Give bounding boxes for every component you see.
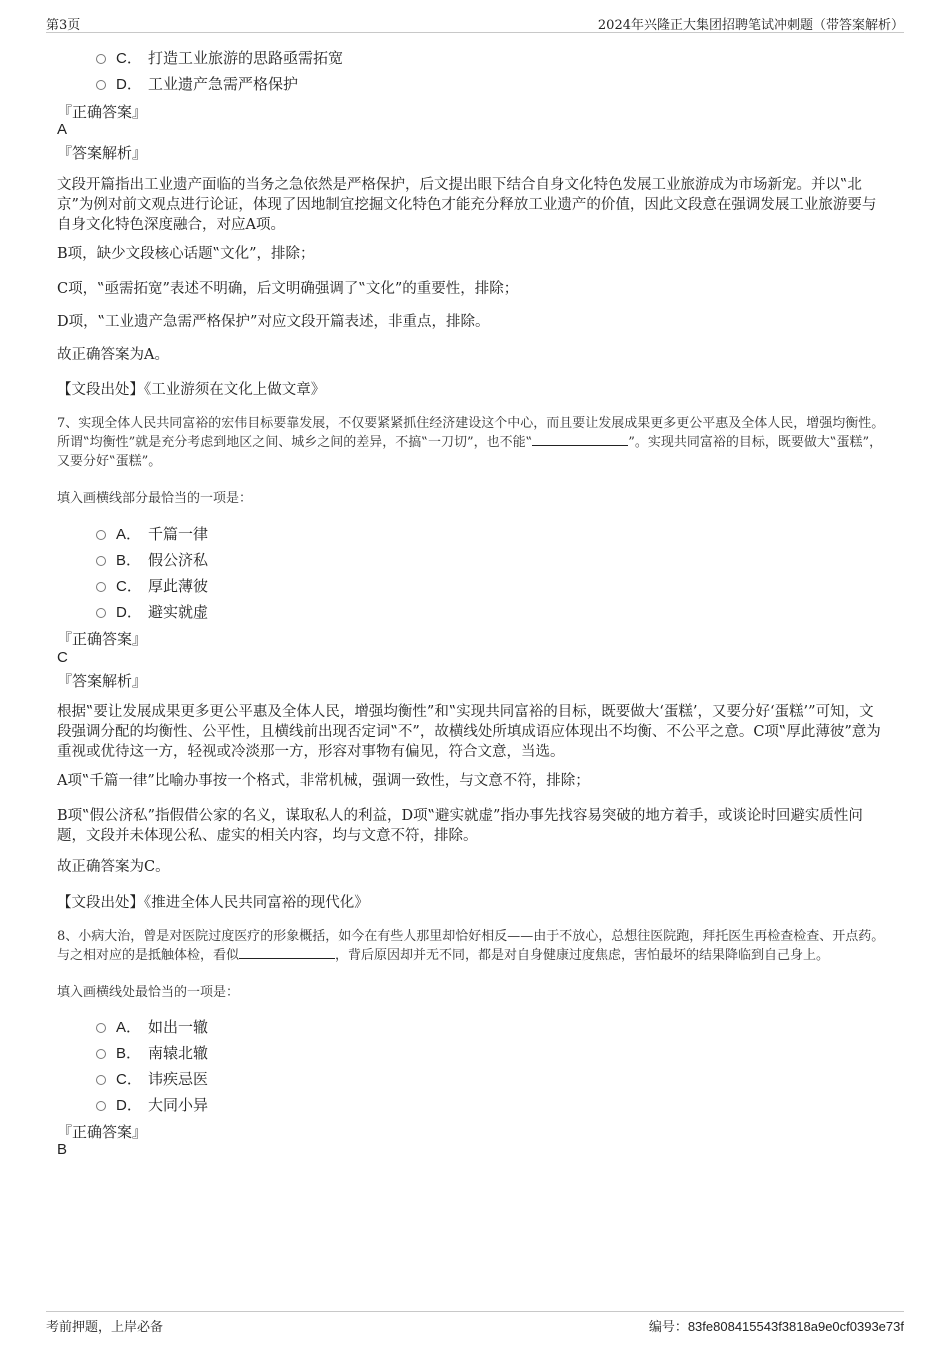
page-number: 第3页: [46, 18, 81, 33]
q6-analysis-label: 『答案解析』: [57, 144, 148, 162]
radio-icon[interactable]: [96, 1023, 106, 1033]
q8-stem: 8、小病大治，曾是对医院过度医疗的形象概括，如今在有些人那里却恰好相反——由于不放心，总想往医院跑，拜托医生再检查检查、开点药。与之相对应的是抵触体检，看似 ，背后原因却并无不同，都是对自身健康过度焦虑，害怕最坏的结果降临到自己身上。: [57, 929, 885, 963]
radio-icon[interactable]: [96, 1075, 106, 1085]
q8-option-c[interactable]: C． 讳疾忌医: [96, 1068, 208, 1090]
q7-answer-label: 『正确答案』: [57, 630, 148, 648]
q6-analysis-paragraph: 文段开篇指出工业遗产面临的当务之急依然是严格保护，后文提出眼下结合自身文化特色发展工业旅游成为市场新宠。并以‟北京”为例对前文观点进行论证，体现了因地制宜挖掘文化特色才能充分释放工业遗产的价值，因此文段意在强调发展工业旅游要与自身文化特色深度融合，对应A项。: [57, 177, 877, 233]
q6-analysis-paragraph: C项，‟亟需拓宽”表述不明确，后文明确强调了‟文化”的重要性，排除；: [57, 281, 519, 297]
q7-analysis-paragraph: A项‟千篇一律”比喻办事按一个格式，非常机械，强调一致性，与文意不符，排除；: [57, 773, 590, 789]
q7-option-c[interactable]: C． 厚此薄彼: [96, 575, 208, 597]
q7-option-d[interactable]: D． 避实就虚: [96, 601, 208, 623]
radio-icon[interactable]: [96, 582, 106, 592]
radio-icon[interactable]: [96, 54, 106, 64]
q6-analysis-paragraph: D项，‟工业遗产急需严格保护”对应文段开篇表述，非重点，排除。: [57, 314, 490, 330]
q7-stem: 7、实现全体人民共同富裕的宏伟目标要靠发展，不仅要紧紧抓住经济建设这个中心，而且要让发展成果更多更公平惠及全体人民，增强均衡性。所谓‟均衡性”就是充分考虑到地区之间、城乡之间的差异，不搞‟一刀切”，也不能‟ ”。实现共同富裕的目标，既要做大‟蛋糕”，又要分好‟蛋糕”。: [57, 416, 885, 469]
q6-answer: A: [57, 121, 68, 138]
q7-option-b[interactable]: B． 假公济私: [96, 549, 208, 571]
radio-icon[interactable]: [96, 1049, 106, 1059]
document-code: 编号：83fe808415543f3818a9e0cf0393e73f: [648, 1319, 904, 1335]
radio-icon[interactable]: [96, 530, 106, 540]
answer-blank: [239, 946, 335, 959]
q6-analysis-paragraph: B项，缺少文段核心话题‟文化”，排除；: [57, 246, 315, 262]
q8-prompt: 填入画横线处最恰当的一项是：: [57, 985, 240, 1000]
q7-option-a[interactable]: A． 千篇一律: [96, 523, 208, 545]
q7-analysis-paragraph: 根据‟要让发展成果更多更公平惠及全体人民，增强均衡性”和‟实现共同富裕的目标，既要做大‘蛋糕’，又要分好‘蛋糕’”可知，文段强调分配的均衡性、公平性，且横线前出现否定词‟不”，故横线处所填成语应体现出不均衡、不公平之意。C项‟厚此薄彼”意为重视或优待这一方，轻视或冷淡那一方，形容对事物有偏见，符合文意，当选。: [57, 704, 881, 760]
q6-option-d[interactable]: D． 工业遗产急需严格保护: [96, 73, 298, 95]
q7-analysis-paragraph: 故正确答案为C。: [57, 859, 170, 875]
answer-blank: [532, 433, 628, 446]
q7-analysis-paragraph: B项‟假公济私”指假借公家的名义，谋取私人的利益，D项‟避实就虚”指办事先找容易突破的地方着手，或谈论时回避实质性问题，文段并未体现公私、虚实的相关内容，均与文意不符，排除。: [57, 808, 863, 844]
radio-icon[interactable]: [96, 80, 106, 90]
q6-answer-label: 『正确答案』: [57, 103, 148, 121]
q8-answer: B: [57, 1141, 68, 1158]
q7-analysis-label: 『答案解析』: [57, 672, 148, 690]
q8-option-d[interactable]: D． 大同小异: [96, 1094, 208, 1116]
q8-option-b[interactable]: B． 南辕北辙: [96, 1042, 208, 1064]
q8-answer-label: 『正确答案』: [57, 1123, 148, 1141]
q7-answer: C: [57, 649, 68, 666]
q7-prompt: 填入画横线部分最恰当的一项是：: [57, 491, 253, 506]
q6-analysis-paragraph: 故正确答案为A。: [57, 347, 169, 363]
page-header: [46, 10, 904, 33]
q7-source: 【文段出处】《推进全体人民共同富裕的现代化》: [57, 895, 369, 911]
footer-slogan: 考前押题，上岸必备: [46, 1320, 164, 1335]
page-footer: [46, 1311, 904, 1336]
q6-source: 【文段出处】《工业游须在文化上做文章》: [57, 382, 326, 398]
document-title: 2024年兴隆正大集团招聘笔试冲刺题（带答案解析）: [597, 18, 904, 33]
q8-option-a[interactable]: A． 如出一辙: [96, 1016, 208, 1038]
q6-option-c[interactable]: C． 打造工业旅游的思路亟需拓宽: [96, 47, 343, 69]
radio-icon[interactable]: [96, 556, 106, 566]
radio-icon[interactable]: [96, 1101, 106, 1111]
radio-icon[interactable]: [96, 608, 106, 618]
